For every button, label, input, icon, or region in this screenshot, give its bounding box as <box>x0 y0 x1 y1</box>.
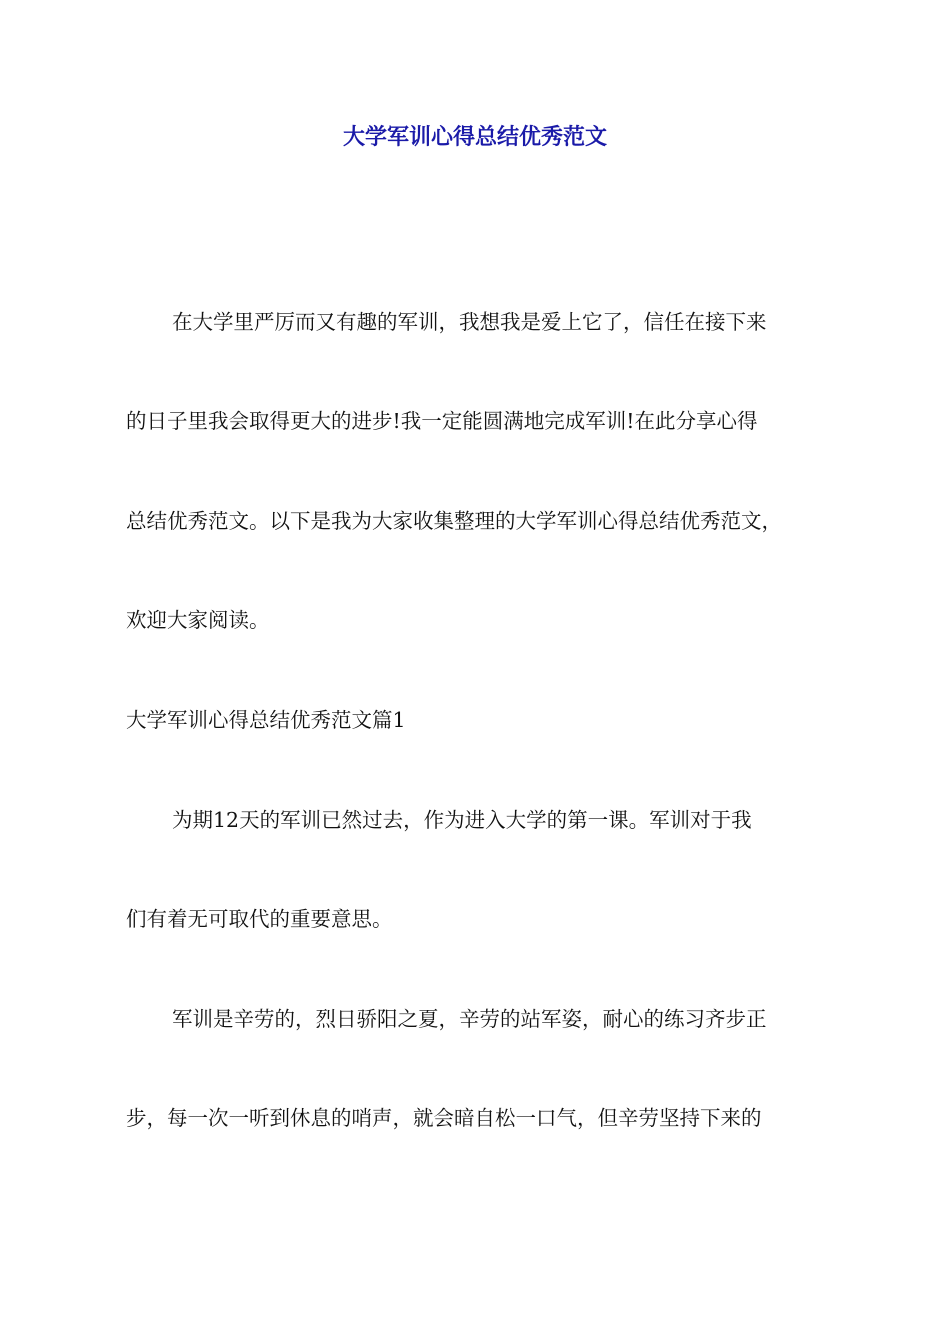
paragraph-line: 的日子里我会取得更大的进步!我一定能圆满地完成军训!在此分享心得 <box>126 409 758 433</box>
paragraph-line: 为期12天的军训已然过去，作为进入大学的第一课。军训对于我 <box>172 808 752 832</box>
paragraph-line: 欢迎大家阅读。 <box>126 608 270 632</box>
section-heading: 大学军训心得总结优秀范文篇1 <box>126 708 406 732</box>
paragraph-line: 总结优秀范文。以下是我为大家收集整理的大学军训心得总结优秀范文， <box>126 509 782 533</box>
document-title: 大学军训心得总结优秀范文 <box>342 125 607 150</box>
paragraph-line: 步，每一次一听到休息的哨声，就会暗自松一口气，但辛劳坚持下来的 <box>126 1106 762 1130</box>
paragraph-line: 在大学里严厉而又有趣的军训，我想我是爱上它了，信任在接下来 <box>172 310 767 334</box>
paragraph-line: 军训是辛劳的，烈日骄阳之夏，辛劳的站军姿，耐心的练习齐步正 <box>172 1007 767 1031</box>
paragraph-line: 们有着无可取代的重要意思。 <box>126 907 393 931</box>
